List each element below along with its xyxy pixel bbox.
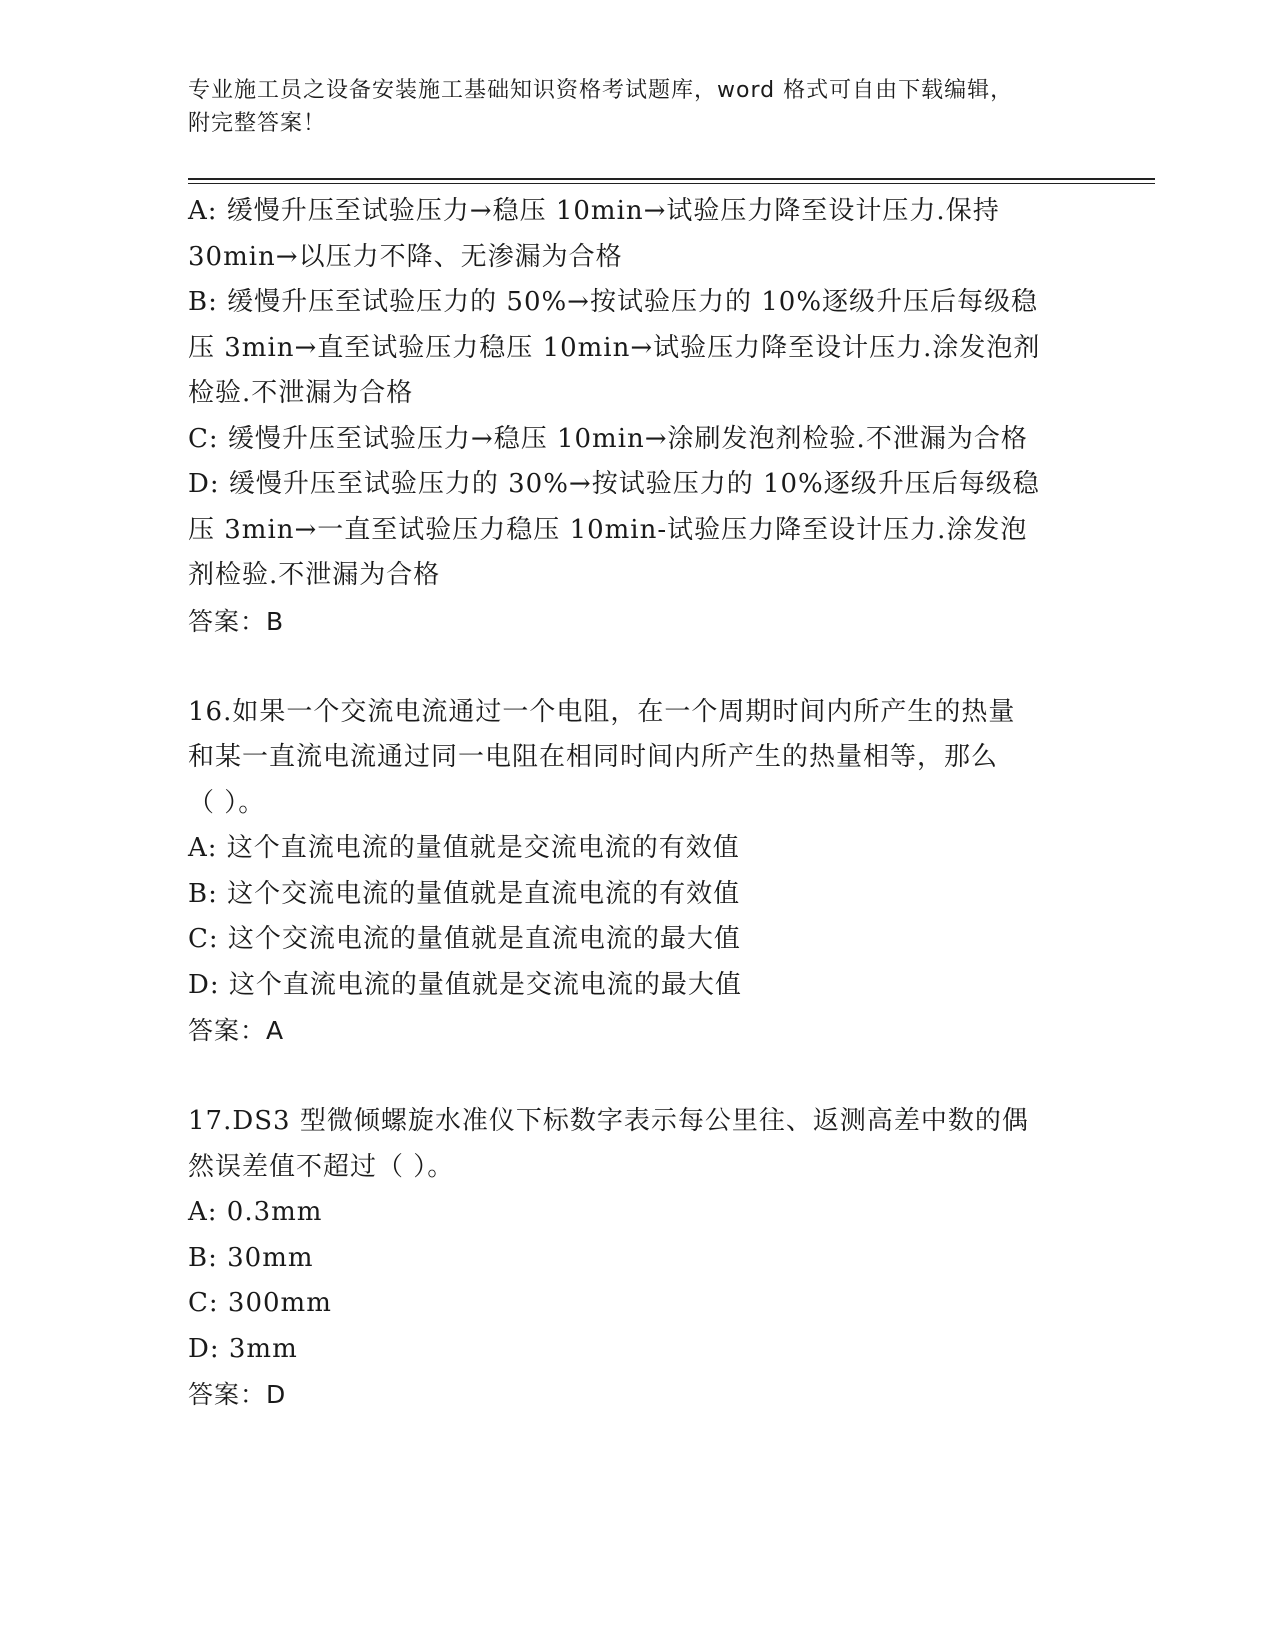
answer-label: 答案：B <box>188 606 285 636</box>
option-line: 检验.不泄漏为合格 <box>188 378 414 408</box>
option-d: D: 这个直流电流的量值就是交流电流的最大值 <box>188 969 742 1000</box>
spacer <box>188 1054 1088 1100</box>
question-stem-line: 和某一直流电流通过同一电阻在相同时间内所产生的热量相等，那么 <box>188 742 999 772</box>
option-b: B: 30mm <box>188 1242 314 1273</box>
document-header <box>188 74 1068 140</box>
option-line: B: 缓慢升压至试验压力的 50%→按试验压力的 10%逐级升压后每级稳 <box>188 287 1039 317</box>
option-d: D: 3mm <box>188 1333 298 1364</box>
question-stem-line: 然误差值不超过（ ）。 <box>188 1151 455 1182</box>
header-rule-thick <box>188 178 1155 180</box>
option-b: B: 这个交流电流的量值就是直流电流的有效值 <box>188 878 741 909</box>
question-list <box>188 189 1088 1418</box>
spacer <box>188 644 1088 690</box>
option-a: A: 这个直流电流的量值就是交流电流的有效值 <box>188 833 740 863</box>
answer-label: 答案：A <box>188 1016 285 1045</box>
option-a: A: 0.3mm <box>188 1197 323 1227</box>
header-title-line-2: 附完整答案！ <box>188 111 327 136</box>
option-line: D: 缓慢升压至试验压力的 30%→按试验压力的 10%逐级升压后每级稳 <box>188 469 1040 499</box>
question-stem-line: （ ）。 <box>188 787 266 818</box>
question-stem-line: 16.如果一个交流电流通过一个电阻，在一个周期时间内所产生的热量 <box>188 696 1016 727</box>
question-15-options <box>188 189 1088 644</box>
option-c: C: 300mm <box>188 1288 332 1318</box>
question-17 <box>188 1099 1088 1418</box>
option-line: 压 3min→直至试验压力稳压 10min→试验压力降至设计压力.涂发泡剂 <box>188 332 1041 363</box>
option-line: C: 缓慢升压至试验压力→稳压 10min→涂刷发泡剂检验.不泄漏为合格 <box>188 423 1028 454</box>
option-c: C: 这个交流电流的量值就是直流电流的最大值 <box>188 924 741 954</box>
header-title-line-1: 专业施工员之设备安装施工基础知识资格考试题库，word 格式可自由下载编辑， <box>188 78 1014 103</box>
option-line: 30min→以压力不降、无渗漏为合格 <box>188 241 623 272</box>
option-line: A: 缓慢升压至试验压力→稳压 10min→试验压力降至设计压力.保持 <box>188 196 1000 226</box>
header-rule-thin <box>188 183 1155 184</box>
question-16 <box>188 690 1088 1054</box>
answer-label: 答案：D <box>188 1380 287 1409</box>
option-line: 剂检验.不泄漏为合格 <box>188 560 441 590</box>
question-stem-line: 17.DS3 型微倾螺旋水准仪下标数字表示每公里往、返测高差中数的偶 <box>188 1106 1029 1136</box>
option-line: 压 3min→一直至试验压力稳压 10min-试验压力降至设计压力.涂发泡 <box>188 514 1028 545</box>
